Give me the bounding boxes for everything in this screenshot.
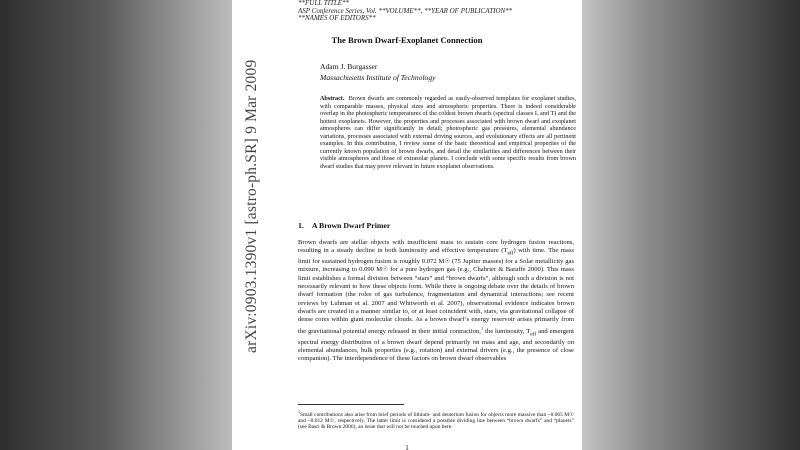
body-text-4: and emergent spectral energy distribution of a brown dwarf depend primarily on mass and age, and secondarily on elemental abundances, bulk properties (e.g., rotation) and external drivers (e.g., the presence of close companion). The interdependence of these factors on brown dwarf observables [298, 327, 574, 363]
header-line-3: **NAMES OF EDITORS** [298, 14, 376, 23]
abstract-text: Brown dwarfs are commonly regarded as easily-observed templates for exoplanet studies, with comparable masses, physical sizes and atmospheric properties. There is indeed considerable overlap in the photospheric temperatures of the coldest brown dwarfs (spectral classes L and T) and the hottest exoplanets. However, the properties and processes associated with brown dwarf and exoplanet atmospheres can differ significantly in detail; photospheric gas pressures, elemental abundance variations, processes associated with external driving sources, and evolutionary effects are all pertinent examples. In this contribution, I review some of the basic theoretical and empirical properties of the currently known population of brown dwarfs, and detail the similarities and differences between their visible atmospheres and those of extrasolar planets. I conclude with some specific results from brown dwarf studies that may prove relevant in future exoplanet observations. [320, 96, 576, 170]
teff-subscript: eff [507, 250, 514, 257]
section-heading [298, 221, 390, 230]
abstract-label: Abstract. [320, 96, 345, 102]
footnote-divider [298, 404, 404, 405]
teff-subscript-2: eff [530, 331, 537, 338]
body-text-2: ) with time. The mass limit for sustained hydrogen fusion is roughly 0.072 M☉ (75 Jupiter masses) for a Solar metallicity gas mixture, increasing to 0.090 M☉ for a pure hydrogen gas (e.g., Chabrier & Baraffe 2000). This mass limit establishes a formal division between “stars” and “brown dwarfs”, although such a division is not necessarily relevant to how these objects form. While there is ongoing debate over the details of brown dwarf formation (the roles of gas turbulence, fragmentation and dynamical interactions; see recent reviews by Luhman et al. 2007 and Whitworth et al. 2007), observational evidence indicates brown dwarfs are created in a manner similar to, or at least coincident with, stars, via gravitational collapse of dense cores within giant molecular clouds. As a brown dwarf’s energy reservoir arises primarily from the gravitational potential energy released in their initial contraction, [298, 247, 574, 335]
author-affiliation: Massachusetts Institute of Technology [320, 73, 436, 82]
footnote-text: Small contributions also arise from brief periods of lithium- and deuterium fusion for objects more massive than ~0.065 M☉ and ~0.012 M☉, respectively. The latter limit is considered a possible dividing line between “brown dwarfs” and “planets” (see Basri & Brown 2006), an issue that will not be touched upon here. [298, 411, 574, 431]
body-text-3: the luminosity, T [483, 327, 531, 335]
paper-page [232, 0, 582, 450]
footnote-number: 1 [298, 409, 300, 414]
page-number: 1 [405, 444, 409, 450]
header-line-1: **FULL TITLE** [298, 0, 350, 7]
section-title: A Brown Dwarf Primer [311, 221, 391, 230]
footnote-marker: 1 [480, 325, 484, 331]
section-number: 1. [298, 221, 304, 230]
arxiv-identifier: arXiv:0903.1390v1 [astro-ph.SR] 9 Mar 2009 [243, 59, 260, 353]
background-left [0, 0, 232, 450]
author-name: Adam J. Burgasser [320, 62, 378, 71]
background-right [582, 0, 800, 450]
header-line-2: ASP Conference Series, Vol. **VOLUME**, **YEAR OF PUBLICATION** [298, 6, 513, 15]
conference-header [298, 0, 512, 23]
body-text-1: Brown dwarfs are stellar objects with insufficient mass to sustain core hydrogen fusion reactions, resulting in a steady decline in both luminosity and effective temperature (T [298, 239, 574, 255]
footnote [298, 409, 574, 430]
body-paragraph [298, 239, 574, 364]
abstract [320, 96, 576, 171]
paper-title: The Brown Dwarf-Exoplanet Connection [331, 35, 483, 45]
